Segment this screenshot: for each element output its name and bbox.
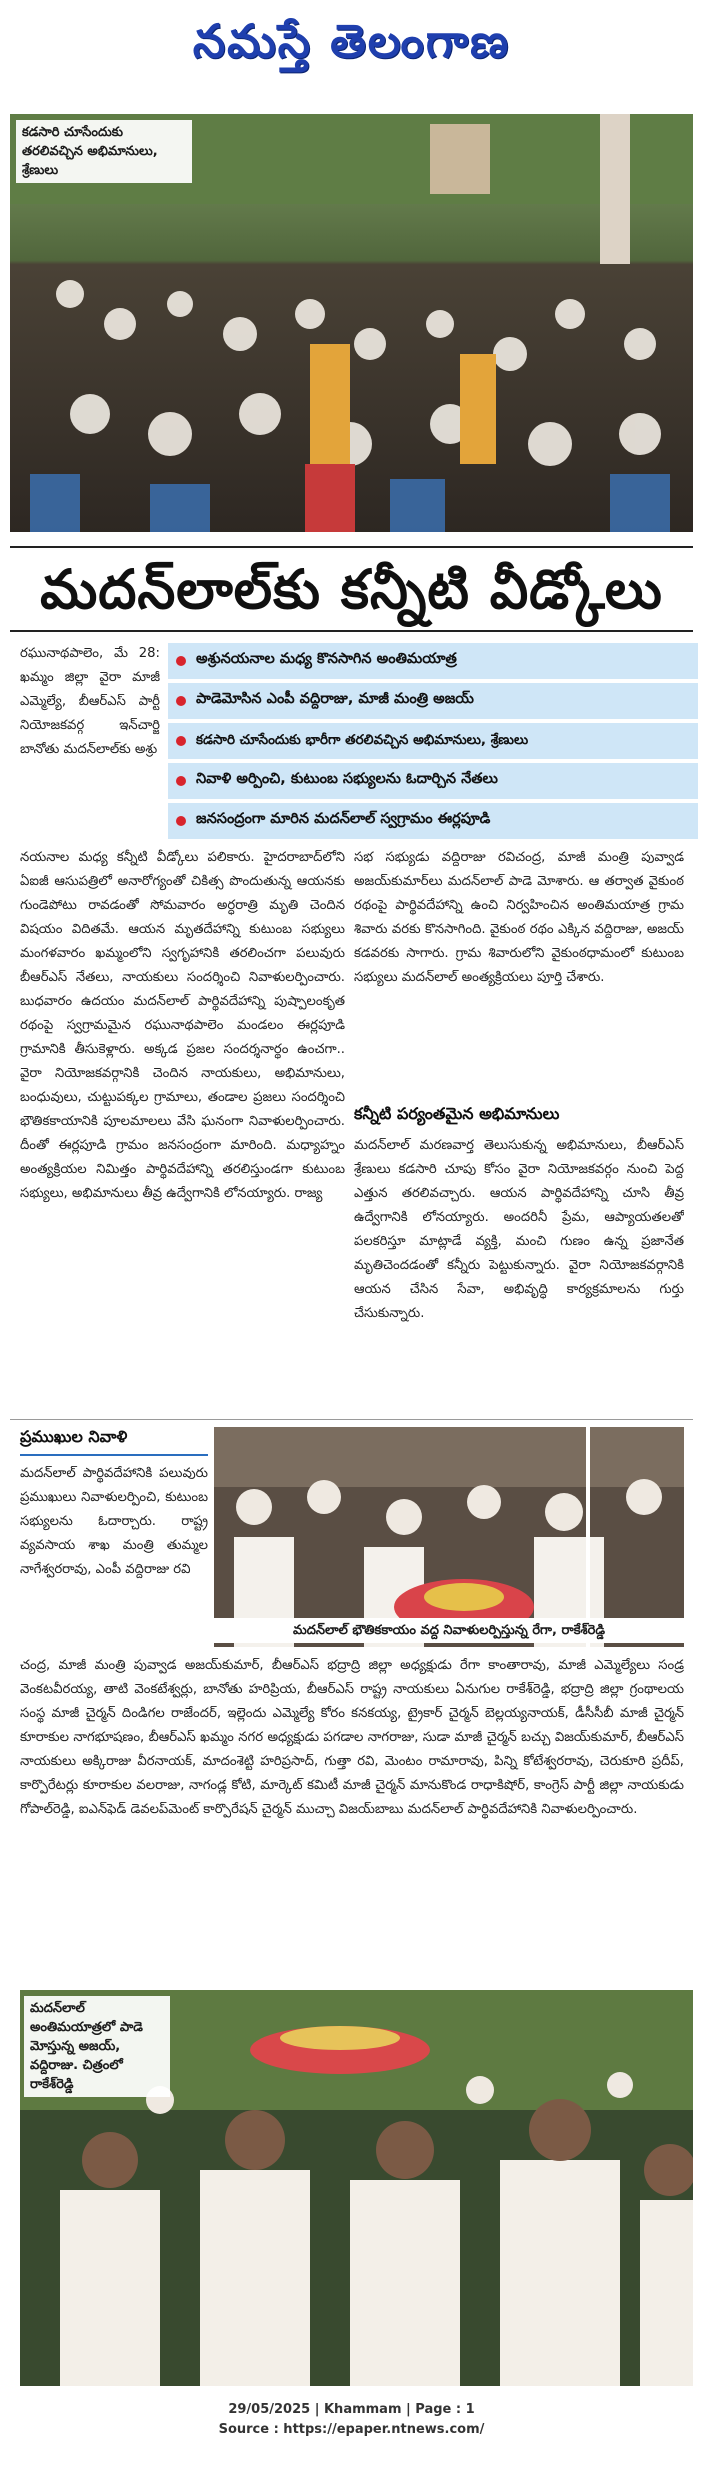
article-column-2: సభ సభ్యుడు వద్దిరాజు రవిచంద్ర, మాజీ మంత్రి పువ్వాడ అజయ్‌కుమార్‌లు మదన్‌లాల్ పాడె మోశారు. ఆ తర్వాత వైకుంఠ రథంపై పార్థివదేహాన్ని ఉంచి నిర్వహించిన అంతిమయాత్ర గ్రామ శివారు వరకు కొనసాగింది. వైకుంఠ రథం ఎక్కిన వద్దిరాజు, అజయ్ కడవరకు సాగారు. గ్రామ శివారులోని వైకుంఠధామంలో కుటుంబ సభ్యులు మదన్‌లాల్ అంత్యక్రియలు పూర్తి చేశారు. bbox=[354, 850, 684, 985]
bullet-dot-icon bbox=[176, 736, 186, 746]
subheading-fans: కన్నీటి పర్యంతమైన అభిమానులు bbox=[354, 1104, 560, 1123]
highlights-box bbox=[168, 643, 698, 843]
bottom-photo bbox=[20, 1990, 693, 2386]
article-bottom-text: చంద్ర, మాజీ మంత్రి పువ్వాడ అజయ్‌కుమార్, బీఆర్‌ఎస్ భద్రాద్రి జిల్లా అధ్యక్షుడు రేగా కాంతారావు, మాజీ ఎమ్మెల్యేలు సండ్ర వెంకటవీరయ్య, తాటి వెంకటేశ్వర్లు, బానోతు హరిప్రియ, బీఆర్‌ఎస్ రాష్ట్ర నాయకులు ఏనుగుల రాకేశ్‌రెడ్డి, భద్రాద్రి జిల్లా గ్రంథాలయ సంస్థ మాజీ చైర్మన్ దిండిగల రాజేందర్, ఇల్లెందు ఎమ్మెల్యే కోరం కనకయ్య, ట్రైకార్ చైర్మన్ బెల్లయ్యనాయక్, డీసీసీబీ మాజీ చైర్మన్ కూరాకుల నాగభూషణం, బీఆర్‌ఎస్ ఖమ్మం నగర అధ్యక్షుడు పగడాల నాగరాజు, సుడా మాజీ చైర్మన్ బచ్చు విజయ్‌కుమార్, బీఆర్‌ఎస్ నాయకులు అక్కిరాజు వీరనాయక్, మాదంశెట్టి హరిప్రసాద్, గుత్తా రవి, మెంటం రామారావు, పిన్ని కోటేశ్వరరావు, చెరుకూరి ప్రదీప్, కార్పొరేటర్లు కూరాకుల వలరాజు, నాగండ్ల కోటి, మార్కెట్ కమిటీ మాజీ చైర్మన్ మానుకొండ రాధాకిషోర్, కాంగ్రెస్ పార్టీ జిల్లా నాయకుడు గోపాల్‌రెడ్డి, ఐఎన్‌ఫెడ్ డెవలప్‌మెంట్ కార్పొరేషన్ చైర్మన్ ముచ్చా విజయ్‌బాబు మదన్‌లాల్ పార్థివదేహానికి నివాళులర్పించారు. bbox=[20, 1658, 684, 1817]
newspaper-title: నమస్తే తెలంగాణ bbox=[192, 14, 511, 68]
middle-photo-caption: మదన్‌లాల్ భౌతికకాయం వద్ద నివాళులర్పిస్తున్న రేగా, రాకేశ్‌రెడ్డి bbox=[214, 1618, 684, 1643]
tribute-photo-image bbox=[214, 1427, 684, 1647]
highlight-item: నివాళి అర్పించి, కుటుంబ సభ్యులను ఓదార్చిన నేతలు bbox=[168, 763, 698, 799]
bullet-dot-icon bbox=[176, 696, 186, 706]
bullet-dot-icon bbox=[176, 776, 186, 786]
top-photo-caption: కడసారి చూసేందుకు తరలివచ్చిన అభిమానులు, శ్రేణులు bbox=[16, 120, 192, 183]
highlight-item: అశ్రునయనాల మధ్య కొనసాగిన అంతిమయాత్ర bbox=[168, 643, 698, 679]
dateline-text: రఘునాథపాలెం, మే 28: ఖమ్మం జిల్లా వైరా మాజీ ఎమ్మెల్యే, బీఆర్‌ఎస్ పార్టీ నియోజకవర్గ ఇన్‌చార్జి బానోతు మదన్‌లాల్‌కు అశ్రు bbox=[20, 646, 160, 757]
bullet-dot-icon bbox=[176, 656, 186, 666]
highlight-item: కడసారి చూసేందుకు భారీగా తరలివచ్చిన అభిమానులు, శ్రేణులు bbox=[168, 723, 698, 759]
sidebar-text: మదన్‌లాల్ పార్థివదేహానికి పలువురు ప్రముఖులు నివాళులర్పించి, కుటుంబ సభ్యులను ఓదార్చారు. రాష్ట్ర వ్యవసాయ శాఖ మంత్రి తుమ్మల నాగేశ్వరరావు, ఎంపీ వద్దిరాజు రవి bbox=[20, 1466, 208, 1577]
article-column-2b: మదన్‌లాల్ మరణవార్త తెలుసుకున్న అభిమానులు, బీఆర్‌ఎస్ శ్రేణులు కడసారి చూపు కోసం వైరా నియోజకవర్గం నుంచి పెద్ద ఎత్తున తరలివచ్చారు. ఆయన పార్థివదేహాన్ని చూసి తీవ్ర ఉద్వేగానికి లోనయ్యారు. అందరినీ ప్రేమ, ఆప్యాయతలతో పలకరిస్తూ మాట్లాడే వ్యక్తి, మంచి గుణం ఉన్న ప్రజానేత మృతిచెందడంతో కన్నీరు పెట్టుకున్నారు. వైరా నియోజకవర్గానికి ఆయన చేసిన సేవా, అభివృద్ధి కార్యక్రమాలను గుర్తు చేసుకున్నారు. bbox=[354, 1138, 684, 1321]
page-footer bbox=[0, 2400, 703, 2473]
highlight-item: పాడెమోసిన ఎంపీ వద్దిరాజు, మాజీ మంత్రి అజయ్ bbox=[168, 683, 698, 719]
middle-photo bbox=[214, 1427, 684, 1647]
highlight-item: జనసంద్రంగా మారిన మదన్‌లాల్ స్వగ్రామం ఈర్లపూడి bbox=[168, 803, 698, 839]
section-divider bbox=[10, 1419, 693, 1420]
headline: మదన్‌లాల్‌కు కన్నీటి వీడ్కోలు bbox=[10, 546, 693, 632]
footer-date-page: 29/05/2025 | Khammam | Page : 1 bbox=[228, 2402, 475, 2417]
top-photo bbox=[10, 114, 693, 532]
sidebar-title: ప్రముఖుల నివాళి bbox=[20, 1427, 208, 1456]
tributes-sidebar bbox=[20, 1427, 208, 1647]
footer-source: Source : https://epaper.ntnews.com/ bbox=[218, 2422, 485, 2437]
bullet-dot-icon bbox=[176, 816, 186, 826]
article-column-1: నయనాల మధ్య కన్నీటి వీడ్కోలు పలికారు. హైదరాబాద్‌లోని ఏఐజీ ఆసుపత్రిలో అనారోగ్యంతో చికిత్స పొందుతున్న ఆయనకు గుండెపోటు రావడంతో సోమవారం అర్ధరాత్రి మృతి చెందిన విషయం విదితమే. ఆయన మృతదేహాన్ని కుటుంబ సభ్యులు మంగళవారం ఖమ్మంలోని స్వగృహానికి తరలించగా పలువురు బీఆర్‌ఎస్ నేతలు, నాయకులు సందర్శించి నివాళులర్పించారు. బుధవారం ఉదయం మదన్‌లాల్ పార్థివదేహాన్ని పుష్పాలంకృత రథంపై స్వగ్రామమైన రఘునాథపాలెం మండలం ఈర్లపూడి గ్రామానికి తీసుకెళ్లారు. అక్కడ ప్రజల సందర్శనార్థం ఉంచగా.. వైరా నియోజకవర్గానికి చెందిన నాయకులు, అభిమానులు, బంధువులు, చుట్టుపక్కల గ్రామాలు, తండాల ప్రజలు సందర్శించి భౌతికకాయానికి పూలమాలలు వేసి ఘనంగా నివాళులర్పించారు. దీంతో ఈర్లపూడి గ్రామం జనసంద్రంగా మారింది. మధ్యాహ్నం అంత్యక్రియల నిమిత్తం పార్థివదేహాన్ని తరలిస్తుండగా కుటుంబ సభ్యులు, అభిమానులు తీవ్ర ఉద్వేగానికి లోనయ్యారు. రాజ్య bbox=[20, 850, 345, 1201]
masthead bbox=[0, 0, 703, 92]
bottom-photo-caption: మదన్‌లాల్ అంతిమయాత్రలో పాడె మోస్తున్న అజయ్, వద్దిరాజు. చిత్రంలో రాకేశ్‌రెడ్డి bbox=[24, 1996, 170, 2097]
